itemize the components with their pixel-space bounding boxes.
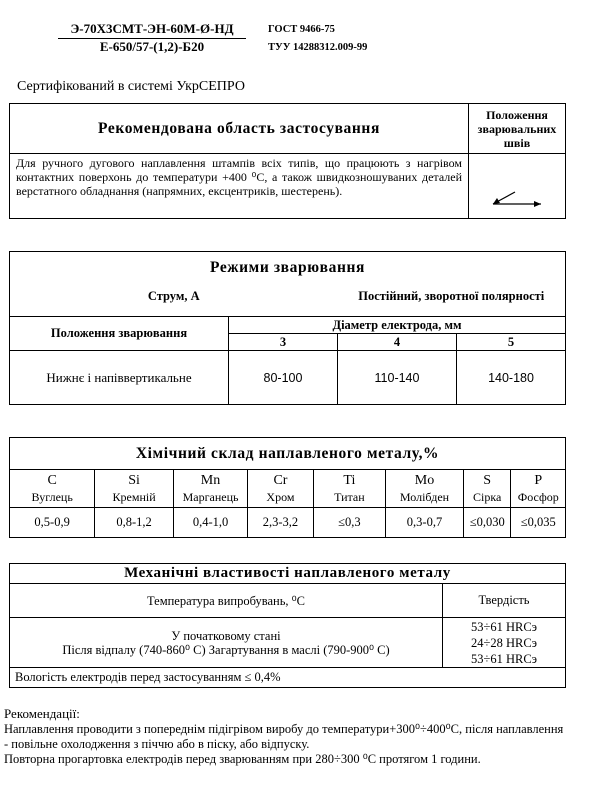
element-value: 0,3-0,7 <box>386 508 464 538</box>
element-name: Хром <box>266 489 295 504</box>
mechanical-table <box>9 563 566 688</box>
hardness-initial: 53÷61 HRCэ <box>470 619 538 634</box>
position-value: Нижнє і напіввертикальне <box>10 351 229 405</box>
recommendations-text-2: Повторна прогартовка електродів перед зварюванням при 280÷300 ⁰С протягом 1 години. <box>4 752 481 766</box>
weld-positions-header: Положення зварювальних швів <box>469 104 566 154</box>
hardness-hardened: 53÷61 HRCэ <box>470 651 538 666</box>
diameter-4: 4 <box>338 334 457 351</box>
chemistry-table <box>9 437 566 538</box>
condition-initial: У початковому стані <box>171 628 281 643</box>
element-name: Кремній <box>112 489 156 504</box>
diameter-3: 3 <box>229 334 338 351</box>
element-value: ≤0,030 <box>463 508 511 538</box>
tuu-label: ТУУ 14288312.009-99 <box>268 42 368 53</box>
welding-modes-table <box>9 251 566 405</box>
certification-note: Сертифікований в системі УкрСЕПРО <box>17 79 245 94</box>
element-name: Титан <box>334 489 365 504</box>
condition-annealed-hardened: Після відпалу (740-860⁰ С) Загартування в маслі (790-900⁰ С) <box>62 642 390 657</box>
element-value: ≤0,035 <box>511 508 566 538</box>
application-title: Рекомендована область застосування <box>10 104 469 154</box>
temperature-header: Температура випробувань, ⁰С <box>10 584 443 618</box>
element-symbol: Mn <box>200 472 221 488</box>
element-name: Фосфор <box>517 489 559 504</box>
element-symbol: Ti <box>343 472 356 488</box>
element-header <box>463 470 511 508</box>
current-range-d4: 110-140 <box>338 351 457 405</box>
element-value: 0,5-0,9 <box>10 508 95 538</box>
element-value: 0,4-1,0 <box>173 508 247 538</box>
mechanical-title: Механічні властивості наплавленого металу <box>10 564 566 584</box>
test-conditions <box>10 618 443 668</box>
element-name: Марганець <box>182 489 239 504</box>
modes-title: Режими зварювання <box>10 252 566 285</box>
moisture-note: Вологість електродів перед застосуванням ≤ 0,4% <box>10 668 566 688</box>
element-symbol: Mo <box>414 472 435 488</box>
element-value: ≤0,3 <box>313 508 385 538</box>
electrode-code-line1: Э-70Х3СМТ-ЭН-60М-Ø-НД <box>58 21 246 39</box>
diameter-5: 5 <box>457 334 566 351</box>
application-text: Для ручного дугового наплавлення штампів всіх типів, що працюють з нагрівом контактних поверхонь до температури +400 ⁰С, а також швидкозношуваних деталей верстатного обладнання (напрямних, ексцентриків, шестерень). <box>10 154 469 219</box>
element-header <box>511 470 566 508</box>
current-range-d5: 140-180 <box>457 351 566 405</box>
application-table <box>9 103 566 219</box>
electrode-code-line2: Е-650/57-(1,2)-Б20 <box>99 39 205 54</box>
position-label: Положення зварювання <box>10 317 229 351</box>
weld-position-diagram <box>469 154 566 219</box>
element-name: Сірка <box>473 489 502 504</box>
element-name: Вуглець <box>31 489 73 504</box>
current-value: Постійний, зворотної полярності <box>338 285 566 317</box>
element-header <box>95 470 174 508</box>
hardness-annealed: 24÷28 HRCэ <box>470 635 538 650</box>
element-symbol: Cr <box>273 472 288 488</box>
weld-position-arrows-icon <box>487 180 547 210</box>
diameter-label: Діаметр електрода, мм <box>229 317 566 334</box>
element-symbol: Si <box>128 472 140 488</box>
element-header <box>173 470 247 508</box>
element-symbol: P <box>534 472 543 488</box>
element-symbol: S <box>483 472 492 488</box>
hardness-header: Твердість <box>443 584 566 618</box>
hardness-values <box>443 618 566 668</box>
element-name: Молібден <box>399 489 450 504</box>
element-header <box>386 470 464 508</box>
element-header <box>248 470 314 508</box>
chemistry-title: Хімічний склад наплавленого металу,% <box>10 438 566 470</box>
element-value: 2,3-3,2 <box>248 508 314 538</box>
recommendations-text-1: Наплавлення проводити з попереднім підігрівом виробу до температури+300⁰÷400⁰С, після наплавлення - повільне охолодження з піччю або в піску, або відпуску. <box>4 722 564 751</box>
gost-label: ГОСТ 9466-75 <box>268 24 335 35</box>
current-range-d3: 80-100 <box>229 351 338 405</box>
element-header <box>10 470 95 508</box>
recommendations-title: Рекомендації: <box>4 706 80 721</box>
element-symbol: C <box>47 472 57 488</box>
element-value: 0,8-1,2 <box>95 508 174 538</box>
element-header <box>313 470 385 508</box>
current-label: Струм, А <box>10 285 338 317</box>
